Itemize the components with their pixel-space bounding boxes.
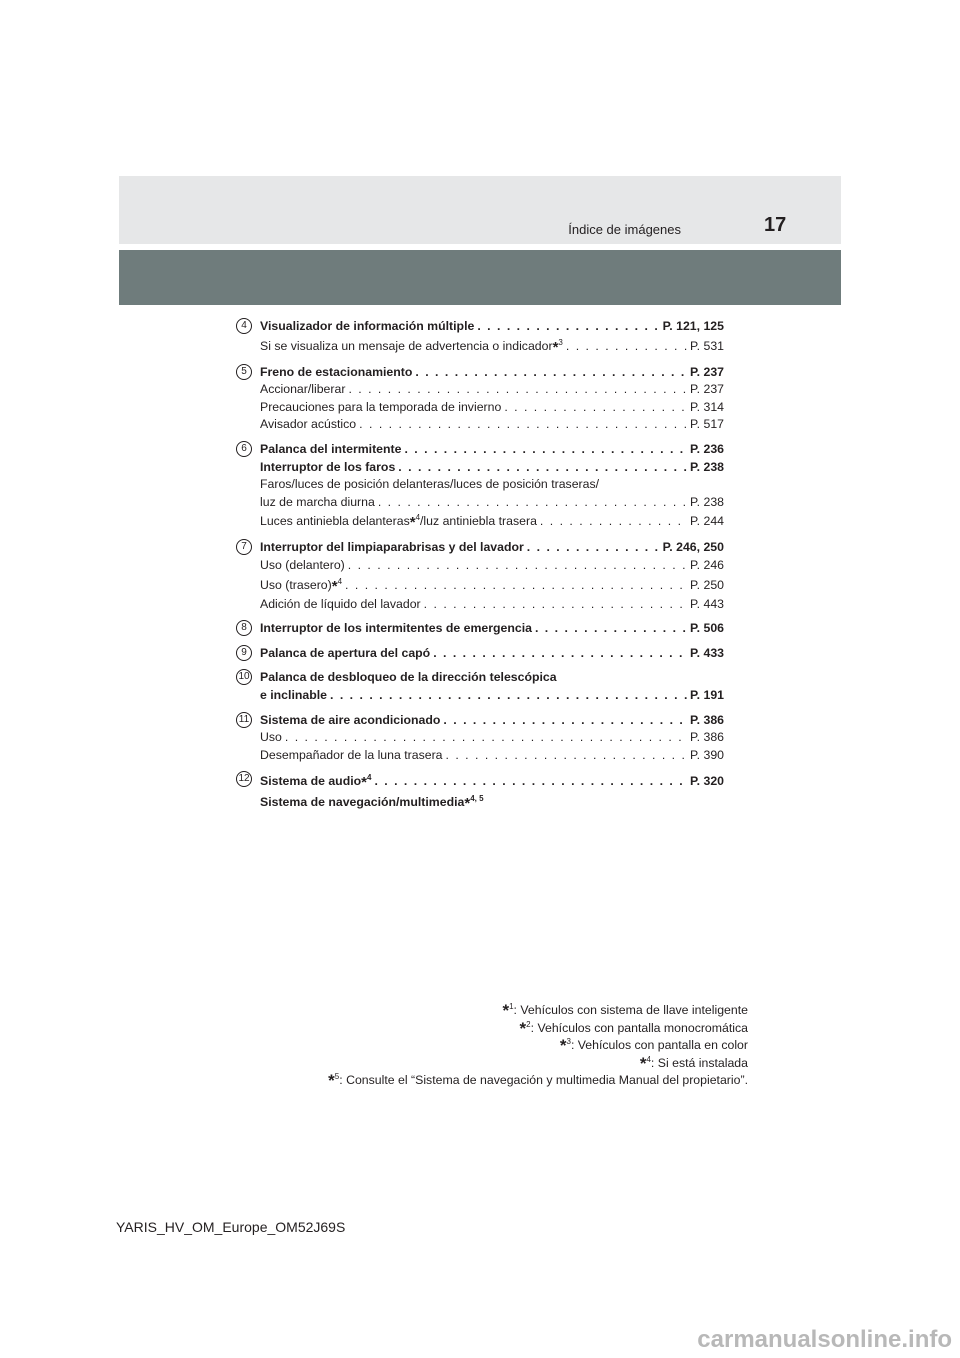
entry-label <box>260 645 430 663</box>
footnote <box>328 1072 748 1090</box>
footnote-ref: 4 <box>415 513 421 523</box>
index-entry <box>236 318 724 357</box>
footnote <box>328 1037 748 1055</box>
entry-label <box>260 511 537 532</box>
footnote-text: : Vehículos con pantalla monocromática <box>530 1020 748 1035</box>
entry-label <box>260 416 356 434</box>
entry-gap <box>236 613 724 620</box>
entry-label <box>260 381 345 399</box>
dot-leader <box>348 381 687 399</box>
asterisk-icon: * <box>409 514 416 532</box>
entry-text: Uso (delantero) <box>260 557 345 572</box>
entry-gap <box>236 662 724 669</box>
asterisk-icon: * <box>639 1053 647 1073</box>
entry-text: Sistema de navegación/multimedia <box>260 795 465 810</box>
page-reference[interactable]: P. 433 <box>690 645 724 660</box>
index-line[interactable] <box>260 575 724 596</box>
footnote-mark: 1 <box>509 1002 514 1011</box>
footnote-mark: 4 <box>646 1054 651 1064</box>
asterisk-icon: * <box>519 1018 527 1038</box>
index-line[interactable] <box>260 364 724 382</box>
entry-text-cont: /luz antiniebla trasera <box>420 514 537 529</box>
dot-leader <box>504 399 687 417</box>
callout-number: 10 <box>236 669 252 685</box>
entry-gap <box>236 357 724 364</box>
footnote-ref: 4 <box>366 773 372 783</box>
dot-leader <box>446 747 688 765</box>
asterisk-icon: * <box>502 1001 510 1020</box>
entry-text: Uso (trasero) <box>260 577 332 592</box>
callout-number: 9 <box>236 645 252 661</box>
index-line[interactable] <box>260 416 724 434</box>
page-reference[interactable]: P. 191 <box>690 687 724 702</box>
section-bar <box>119 250 841 305</box>
index-line[interactable] <box>260 318 724 336</box>
page-reference[interactable]: P. 236 <box>690 441 724 456</box>
index-entry <box>236 539 724 613</box>
entry-label <box>260 575 342 596</box>
dot-leader <box>540 511 687 532</box>
dot-leader <box>566 336 687 357</box>
entry-text: e inclinable <box>260 687 327 702</box>
entry-label <box>260 771 371 792</box>
page-reference[interactable]: P. 238 <box>690 459 724 474</box>
page-reference[interactable]: P. 443 <box>690 596 724 611</box>
callout-number: 8 <box>236 620 252 636</box>
page-reference[interactable]: P. 517 <box>690 417 724 432</box>
footnote-ref: 4 <box>337 576 343 586</box>
entry-gap <box>236 764 724 771</box>
entry-text: Luces antiniebla delanteras <box>260 514 410 529</box>
page-reference[interactable]: P. 320 <box>690 774 724 789</box>
footnotes <box>328 1002 748 1090</box>
index-entry <box>236 441 724 532</box>
index-line[interactable] <box>260 459 724 477</box>
document-code: YARIS_HV_OM_Europe_OM52J69S <box>116 1219 346 1235</box>
entry-text: Si se visualiza un mensaje de advertencia o indicador <box>260 338 553 353</box>
page-reference[interactable]: P. 506 <box>690 621 724 636</box>
dot-leader <box>535 620 687 638</box>
index-line <box>260 669 724 687</box>
index-entry <box>236 620 724 638</box>
footnote-text: : Vehículos con sistema de llave inteligente <box>513 1003 748 1017</box>
index-line[interactable] <box>260 511 724 532</box>
index-line[interactable] <box>260 539 724 557</box>
page-reference[interactable]: P. 314 <box>690 399 724 414</box>
page-reference[interactable]: P. 237 <box>690 364 724 379</box>
dot-leader <box>404 441 687 459</box>
dot-leader <box>477 318 659 336</box>
footnote <box>328 1020 748 1038</box>
dot-leader <box>348 557 687 575</box>
dot-leader <box>415 364 687 382</box>
watermark: carmanualsonline.info <box>697 1326 952 1353</box>
index-line[interactable] <box>260 596 724 614</box>
index-line[interactable] <box>260 712 724 730</box>
index-line[interactable] <box>260 687 724 705</box>
dot-leader <box>424 596 687 614</box>
entry-label <box>260 620 532 638</box>
entry-text: Palanca del intermitente <box>260 441 402 456</box>
dot-leader <box>359 416 687 434</box>
entry-label <box>260 539 524 557</box>
footnote-mark: 5 <box>334 1072 340 1081</box>
footnote-text: : Vehículos con pantalla en color <box>570 1038 748 1052</box>
callout-number: 11 <box>236 712 252 728</box>
footnote-text: : Si está instalada <box>650 1055 748 1070</box>
entry-text: Faros/luces de posición delanteras/luces de posición traseras/ <box>260 477 600 492</box>
dot-leader <box>443 712 687 730</box>
page-number: 17 <box>764 214 787 236</box>
page-reference[interactable]: P. 237 <box>690 382 724 397</box>
page-reference[interactable]: P. 390 <box>690 747 724 762</box>
entry-text: Palanca de desbloqueo de la dirección telescópica <box>260 670 557 685</box>
entry-text: Freno de estacionamiento <box>260 364 413 379</box>
footnote-mark: 3 <box>566 1037 571 1046</box>
entry-label <box>260 669 557 687</box>
index-line[interactable] <box>260 381 724 399</box>
entry-label <box>260 792 484 813</box>
asterisk-icon: * <box>361 774 367 792</box>
entry-label <box>260 399 501 417</box>
index-list <box>236 318 724 813</box>
asterisk-icon: * <box>328 1071 335 1090</box>
entry-label <box>260 364 412 382</box>
entry-text: Uso <box>260 730 282 745</box>
entry-gap <box>236 434 724 441</box>
footnote <box>328 1055 748 1073</box>
index-line[interactable] <box>260 747 724 765</box>
section-title: Índice de imágenes <box>568 222 681 237</box>
entry-label <box>260 494 375 512</box>
index-line[interactable] <box>260 620 724 638</box>
entry-label <box>260 712 440 730</box>
asterisk-icon: * <box>559 1036 567 1055</box>
dot-leader <box>345 575 687 596</box>
dot-leader <box>398 459 687 477</box>
footnote-ref: 4, 5 <box>470 794 484 804</box>
entry-label <box>260 729 282 747</box>
entry-label <box>260 557 345 575</box>
dot-leader <box>433 645 687 663</box>
page-reference[interactable]: P. 238 <box>690 494 724 509</box>
index-entry <box>236 645 724 663</box>
entry-gap <box>236 638 724 645</box>
callout-number: 5 <box>236 364 252 380</box>
page-reference[interactable]: P. 121, 125 <box>662 319 724 333</box>
asterisk-icon: * <box>464 795 471 813</box>
entry-label <box>260 336 563 357</box>
footnote-ref: 3 <box>558 337 563 347</box>
page-reference[interactable]: P. 386 <box>690 712 724 727</box>
asterisk-icon: * <box>552 338 559 356</box>
index-line[interactable] <box>260 557 724 575</box>
index-line <box>260 792 724 813</box>
callout-number: 6 <box>236 441 252 457</box>
callout-number: 12 <box>236 771 252 787</box>
dot-leader <box>285 729 687 747</box>
entry-text: Accionar/liberar <box>260 382 346 397</box>
entry-text: Adición de líquido del lavador <box>260 596 421 611</box>
entry-text: luz de marcha diurna <box>260 494 375 509</box>
index-entry <box>236 771 724 813</box>
entry-text: Interruptor de los faros <box>260 459 396 474</box>
entry-text: Desempañador de la luna trasera <box>260 747 443 762</box>
entry-label <box>260 441 401 459</box>
entry-label <box>260 747 443 765</box>
index-line[interactable] <box>260 494 724 512</box>
index-entry <box>236 669 724 704</box>
index-entry <box>236 712 724 765</box>
page-reference[interactable]: P. 246 <box>690 557 724 572</box>
dot-leader <box>527 539 660 557</box>
asterisk-icon: * <box>331 577 338 595</box>
index-line[interactable] <box>260 399 724 417</box>
entry-text: Sistema de aire acondicionado <box>260 712 441 727</box>
index-line[interactable] <box>260 441 724 459</box>
header-band <box>119 176 841 244</box>
entry-text: Sistema de audio <box>260 774 362 789</box>
footnote-text: : Consulte el “Sistema de navegación y multimedia Manual del propietario”. <box>339 1073 748 1087</box>
index-entry <box>236 364 724 434</box>
index-line <box>260 476 724 494</box>
dot-leader <box>330 687 687 705</box>
index-line[interactable] <box>260 729 724 747</box>
footnote-mark: 2 <box>526 1019 531 1029</box>
entry-gap <box>236 532 724 539</box>
entry-text: Interruptor de los intermitentes de emergencia <box>260 621 532 636</box>
entry-label <box>260 596 421 614</box>
page-reference[interactable]: P. 246, 250 <box>662 540 724 555</box>
dot-leader <box>374 771 687 792</box>
index-line[interactable] <box>260 645 724 663</box>
entry-label <box>260 476 599 494</box>
dot-leader <box>378 494 687 512</box>
page-reference[interactable]: P. 531 <box>690 338 724 353</box>
entry-text: Visualizador de información múltiple <box>260 319 475 333</box>
footnote <box>328 1002 748 1020</box>
entry-text: Avisador acústico <box>260 417 357 432</box>
entry-text: Palanca de apertura del capó <box>260 645 431 660</box>
entry-label <box>260 318 474 336</box>
entry-label <box>260 459 395 477</box>
entry-text: Interruptor del limpiaparabrisas y del lavador <box>260 540 524 555</box>
entry-gap <box>236 705 724 712</box>
entry-label <box>260 687 327 705</box>
callout-number: 7 <box>236 539 252 555</box>
page-reference[interactable]: P. 244 <box>690 514 724 529</box>
entry-text: Precauciones para la temporada de invierno <box>260 399 502 414</box>
index-line[interactable] <box>260 771 724 792</box>
page-reference[interactable]: P. 250 <box>690 577 724 592</box>
page-reference[interactable]: P. 386 <box>690 730 724 745</box>
index-line[interactable] <box>260 336 724 357</box>
callout-number: 4 <box>236 318 252 334</box>
